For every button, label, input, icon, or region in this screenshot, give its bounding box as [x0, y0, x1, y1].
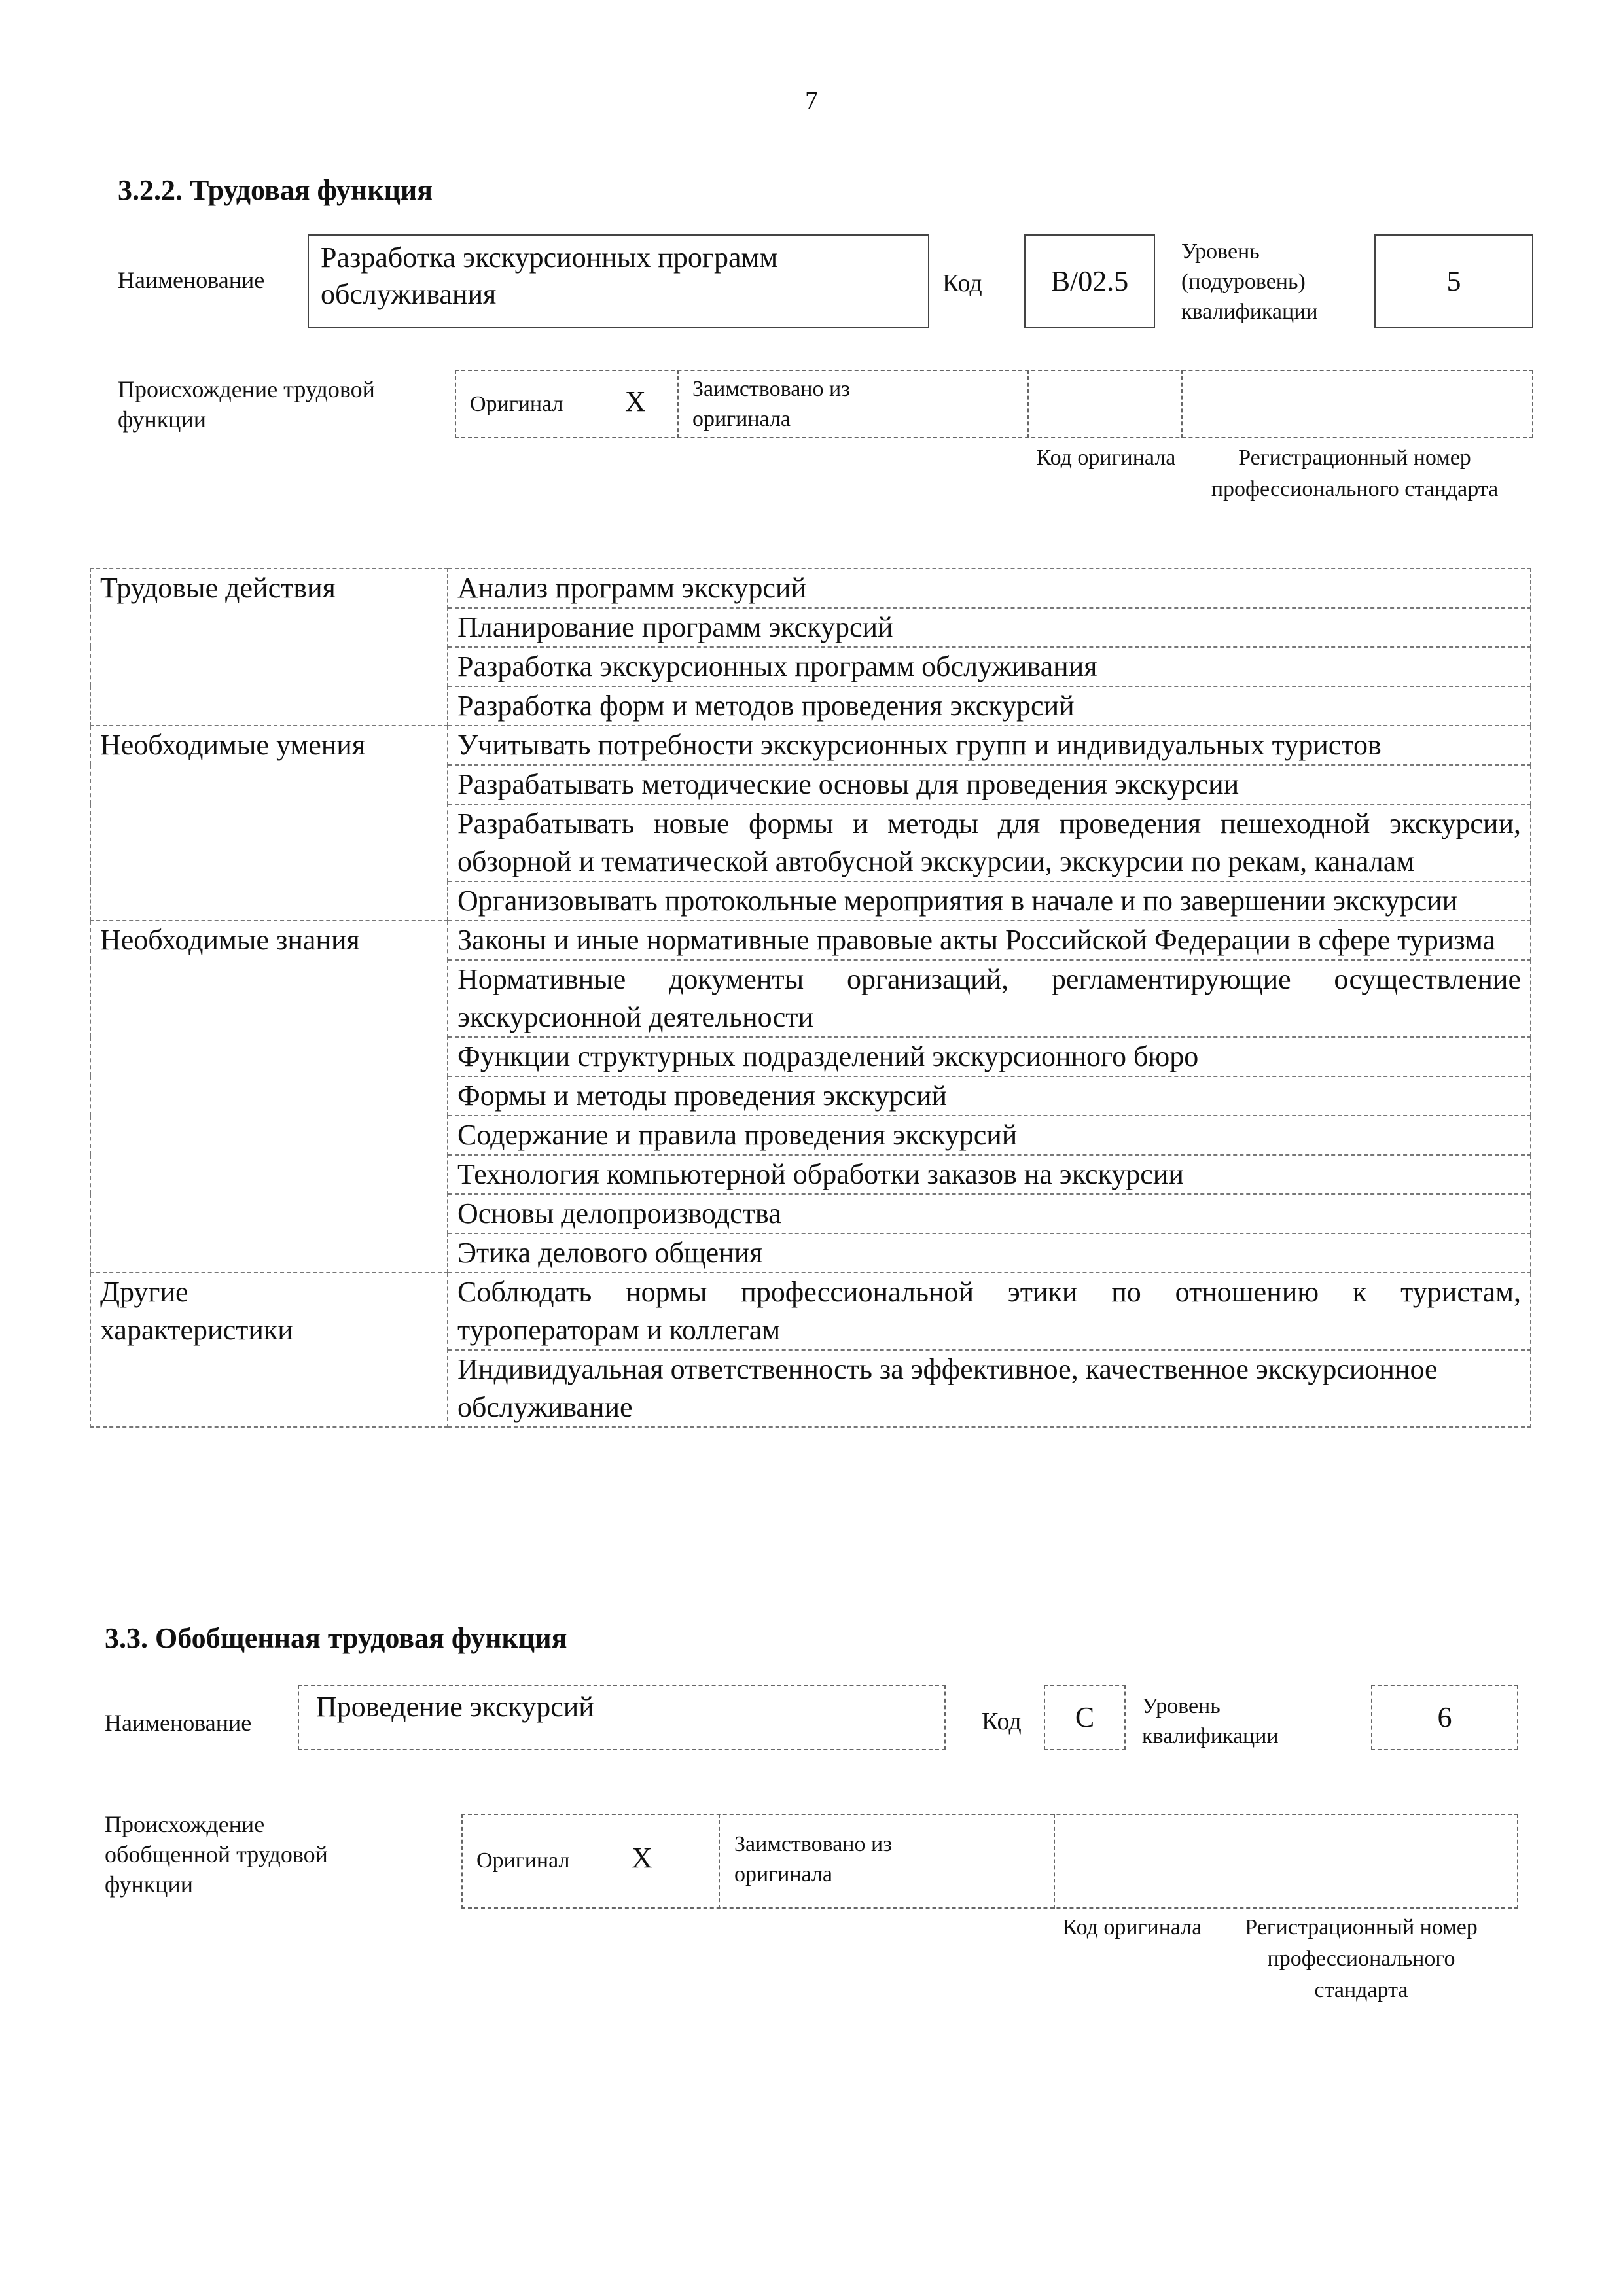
origin-label-33: Происхождение обобщенной трудовой функции	[105, 1811, 328, 1898]
page-number: 7	[805, 86, 818, 115]
labor-function-table	[90, 568, 1531, 1428]
code-original-caption-33: Код оригинала	[1062, 1915, 1202, 1939]
origin-table-33	[461, 1814, 1518, 1909]
skills-label: Необходимые умения	[90, 726, 448, 921]
code-field-322	[1024, 234, 1155, 328]
knowledge-item: Основы делопроизводства	[448, 1194, 1531, 1233]
name-label-33: Наименование	[105, 1710, 252, 1736]
skill-item: Учитывать потребности экскурсионных групп и индивидуальных туристов	[448, 726, 1531, 765]
labor-action-item: Планирование программ экскурсий	[448, 608, 1531, 647]
code-field-33	[1044, 1685, 1126, 1750]
labor-action-item: Разработка экскурсионных программ обслуживания	[448, 647, 1531, 686]
borrowed-label-33: Заимствовано из оригинала	[734, 1832, 892, 1886]
knowledge-item: Законы и иные нормативные правовые акты Российской Федерации в сфере туризма	[448, 921, 1531, 960]
divider	[1054, 1814, 1055, 1909]
other-label	[90, 1273, 448, 1427]
other-item: Соблюдать нормы профессиональной этики по отношению к туристам, туроператорам и коллегам	[448, 1273, 1531, 1350]
code-value-33: C	[1075, 1701, 1095, 1733]
divider	[1027, 370, 1029, 438]
section-322-title: 3.2.2. Трудовая функция	[118, 174, 433, 206]
labor-actions-label: Трудовые действия	[90, 569, 448, 726]
other-label-text: Другие характеристики	[100, 1276, 293, 1346]
level-field-33	[1371, 1685, 1518, 1750]
code-original-caption-322: Код оригинала	[1036, 446, 1176, 470]
knowledge-label: Необходимые знания	[90, 921, 448, 1273]
name-field-322	[308, 234, 929, 328]
level-value-322: 5	[1446, 265, 1461, 297]
original-label-33: Оригинал	[476, 1848, 570, 1873]
origin-table-322	[455, 370, 1533, 438]
labor-action-item: Разработка форм и методов проведения экскурсий	[448, 686, 1531, 726]
level-label-33: Уровень квалификации	[1142, 1694, 1279, 1748]
labor-action-item: Анализ программ экскурсий	[448, 569, 1531, 608]
knowledge-item: Формы и методы проведения экскурсий	[448, 1076, 1531, 1116]
reg-number-caption-322: Регистрационный номер профессионального стандарта	[1211, 446, 1499, 501]
level-value-33: 6	[1437, 1701, 1452, 1733]
divider	[719, 1814, 720, 1909]
other-item: Индивидуальная ответственность за эффективное, качественное экскурсионное обслуживание	[448, 1350, 1531, 1427]
code-value-322: B/02.5	[1050, 265, 1129, 297]
skill-item: Организовывать протокольные мероприятия в начале и по завершении экскурсии	[448, 881, 1531, 921]
name-label-322: Наименование	[118, 267, 265, 293]
code-label-33: Код	[982, 1708, 1022, 1735]
knowledge-item: Функции структурных подразделений экскурсионного бюро	[448, 1037, 1531, 1076]
original-mark-322: X	[625, 385, 646, 417]
name-field-33	[298, 1685, 946, 1750]
name-value-33: Проведение экскурсий	[316, 1691, 594, 1723]
section-33-title: 3.3. Обобщенная трудовая функция	[105, 1622, 567, 1654]
name-value-322: Разработка экскурсионных программ обслуживания	[321, 241, 778, 310]
knowledge-item: Этика делового общения	[448, 1233, 1531, 1273]
divider	[1181, 370, 1183, 438]
knowledge-item: Технология компьютерной обработки заказов на экскурсии	[448, 1155, 1531, 1194]
origin-label-322: Происхождение трудовой функции	[118, 376, 375, 433]
code-label-322: Код	[942, 270, 982, 297]
skill-item: Разрабатывать новые формы и методы для проведения пешеходной экскурсии, обзорной и тематической автобусной экскурсии, экскурсии по рекам, каналам	[448, 804, 1531, 881]
borrowed-label-322: Заимствовано из оригинала	[692, 377, 850, 431]
level-label-322: Уровень (подуровень) квалификации	[1181, 239, 1318, 324]
divider	[677, 370, 679, 438]
reg-number-caption-33: Регистрационный номер профессионального стандарта	[1245, 1915, 1478, 2002]
knowledge-item: Содержание и правила проведения экскурсий	[448, 1116, 1531, 1155]
skill-item: Разрабатывать методические основы для проведения экскурсии	[448, 765, 1531, 804]
knowledge-item: Нормативные документы организаций, регламентирующие осуществление экскурсионной деятельности	[448, 960, 1531, 1037]
original-label-322: Оригинал	[470, 392, 563, 416]
level-field-322	[1374, 234, 1533, 328]
original-mark-33: X	[632, 1842, 652, 1874]
